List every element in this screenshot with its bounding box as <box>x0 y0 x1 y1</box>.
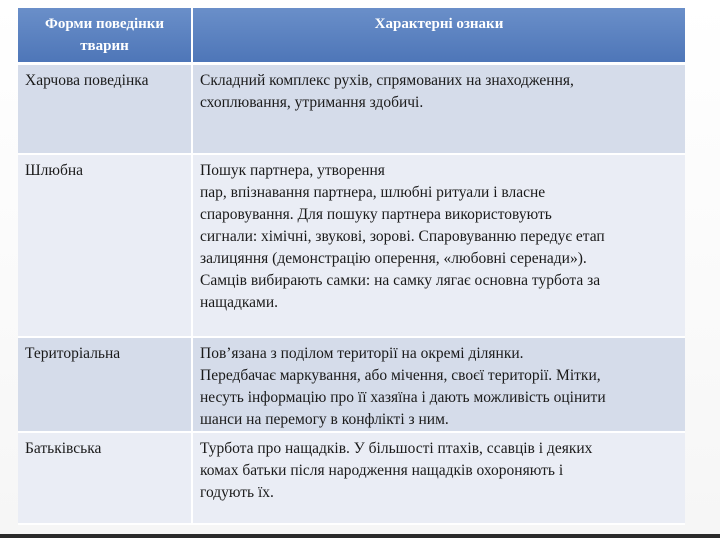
table-row-mating <box>18 154 685 337</box>
table-header-row <box>18 8 685 63</box>
header-features: Характерні ознаки <box>192 8 685 63</box>
behavior-forms-table <box>18 8 685 525</box>
table-row-parental <box>18 432 685 524</box>
table-row-territorial <box>18 337 685 432</box>
form-cell: Територіальна <box>18 337 192 432</box>
table-row-feeding <box>18 63 685 154</box>
bottom-divider <box>0 534 720 538</box>
form-cell: Харчова поведінка <box>18 63 192 154</box>
description-cell: Пов’язана з поділом території на окремі ділянки. Передбачає маркування, або мічення, своєї території. Мітки, несуть інформацію про її хазяїна і дають можливість оцінити шанси на перемогу в конфлікті з ним. <box>192 337 685 432</box>
header-forms: Форми поведінки тварин <box>18 8 192 63</box>
form-cell: Шлюбна <box>18 154 192 337</box>
description-cell: Пошук партнера, утворення пар, впізнавання партнера, шлюбні ритуали і власне спаровування. Для пошуку партнера використовують сигнали: хімічні, звукові, зорові. Спаровуванню передує етап залицяння (демонстрацію оперення, «любовні серенади»). Самців вибирають самки: на самку лягає основна турбота за нащадками. <box>192 154 685 337</box>
description-cell: Турбота про нащадків. У більшості птахів, ссавців і деяких комах батьки після народження нащадків охороняють і годують їх. <box>192 432 685 524</box>
form-cell: Батьківська <box>18 432 192 524</box>
description-cell: Складний комплекс рухів, спрямованих на знаходження, схоплювання, утримання здобичі. <box>192 63 685 154</box>
